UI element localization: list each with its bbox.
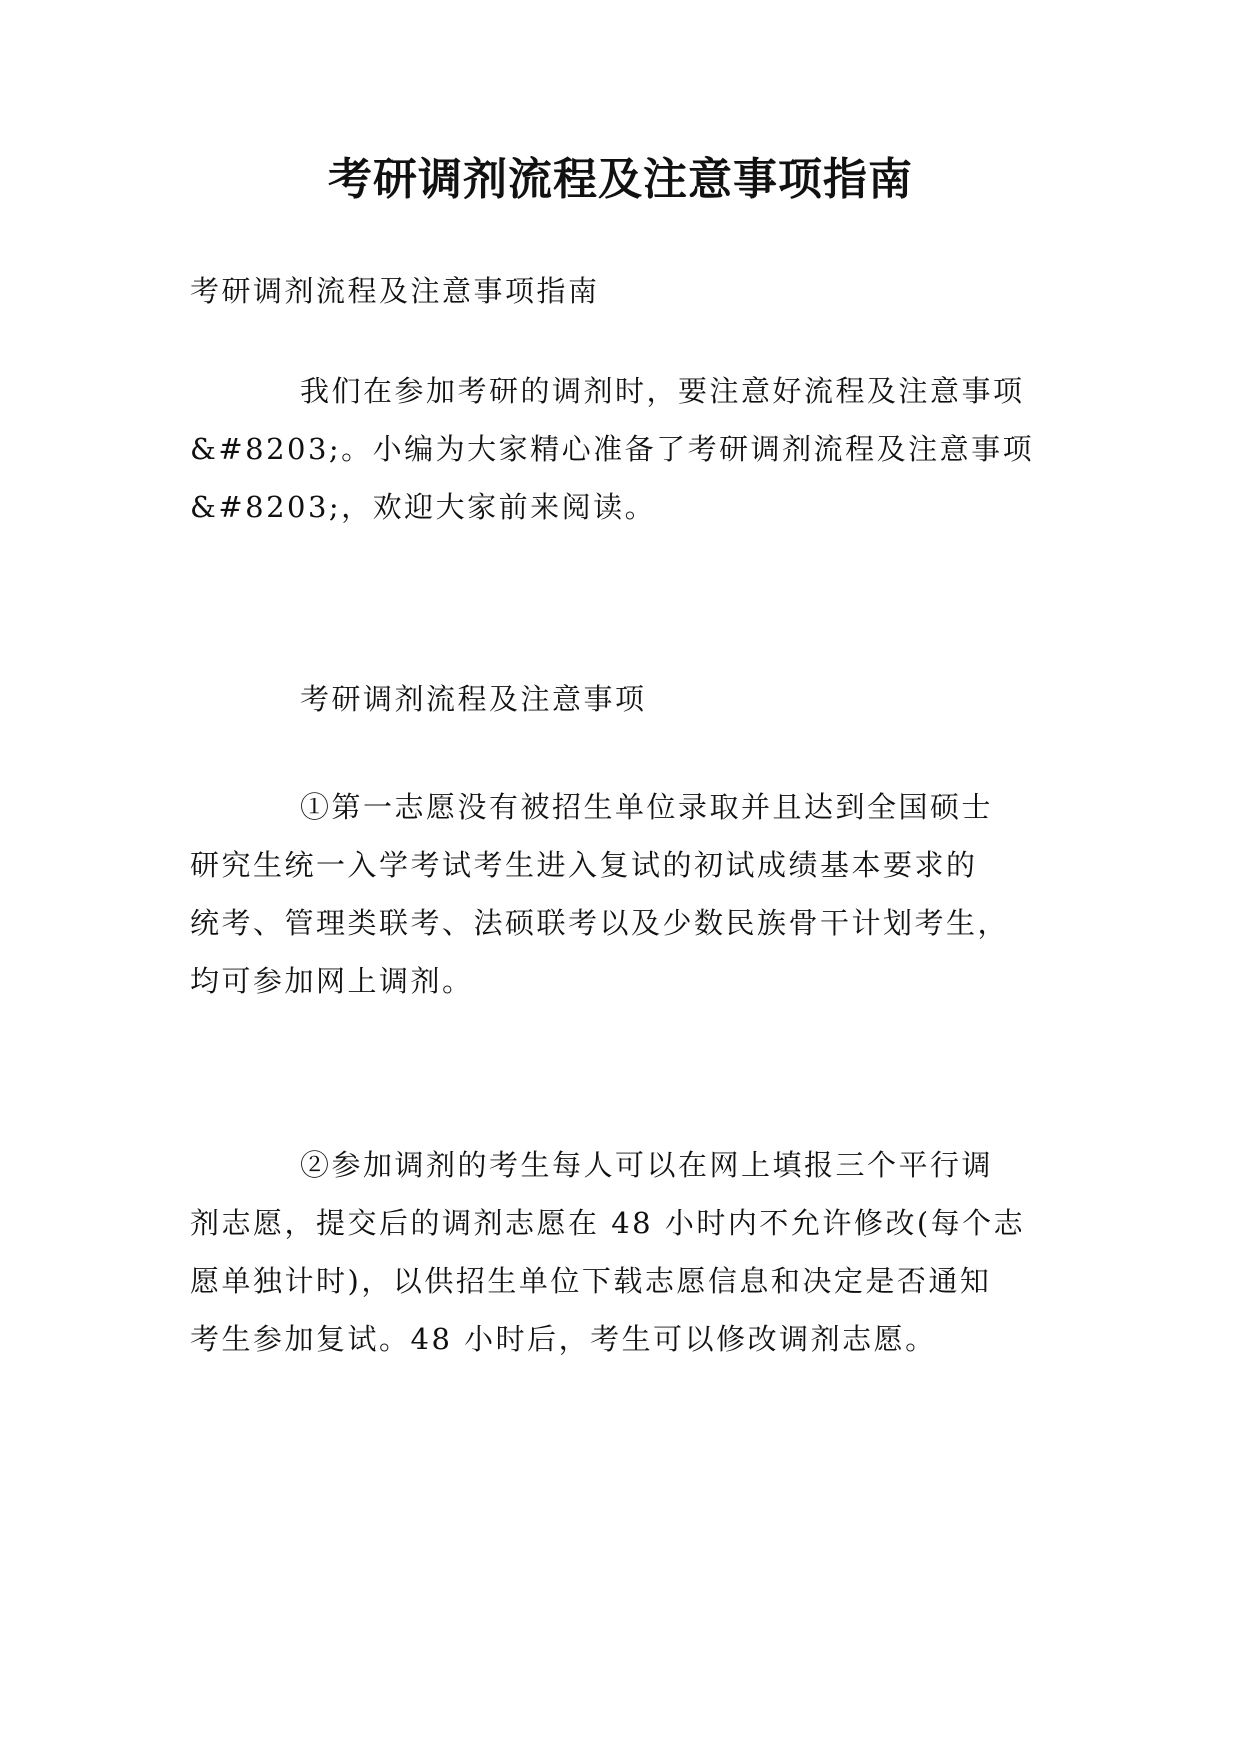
intro-line: &#8203;。小编为大家精心准备了考研调剂流程及注意事项	[190, 432, 1035, 466]
intro-line: &#8203;，欢迎大家前来阅读。	[190, 490, 657, 524]
item-2-line: 考生参加复试。48 小时后，考生可以修改调剂志愿。	[190, 1322, 937, 1356]
item-1-line: ①第一志愿没有被招生单位录取并且达到全国硕士	[300, 790, 994, 824]
document-title: 考研调剂流程及注意事项指南	[328, 154, 913, 205]
item-2-paragraph	[190, 1136, 1070, 1368]
item-1-line: 统考、管理类联考、法硕联考以及少数民族骨干计划考生，	[190, 906, 1010, 940]
item-1-paragraph	[190, 778, 1070, 1010]
section-heading	[190, 670, 1070, 728]
subtitle-text: 考研调剂流程及注意事项指南	[190, 274, 600, 308]
item-1-line: 均可参加网上调剂。	[190, 964, 474, 998]
item-2-line: ②参加调剂的考生每人可以在网上填报三个平行调	[300, 1148, 994, 1182]
section-heading-text: 考研调剂流程及注意事项	[300, 682, 647, 716]
item-2-line: 愿单独计时)，以供招生单位下载志愿信息和决定是否通知	[190, 1264, 992, 1298]
intro-paragraph	[190, 362, 1070, 536]
item-2-line: 剂志愿，提交后的调剂志愿在 48 小时内不允许修改(每个志	[190, 1206, 1026, 1240]
document-subtitle	[190, 262, 1070, 320]
intro-line: 我们在参加考研的调剂时，要注意好流程及注意事项	[300, 374, 1025, 408]
item-1-line: 研究生统一入学考试考生进入复试的初试成绩基本要求的	[190, 848, 978, 882]
